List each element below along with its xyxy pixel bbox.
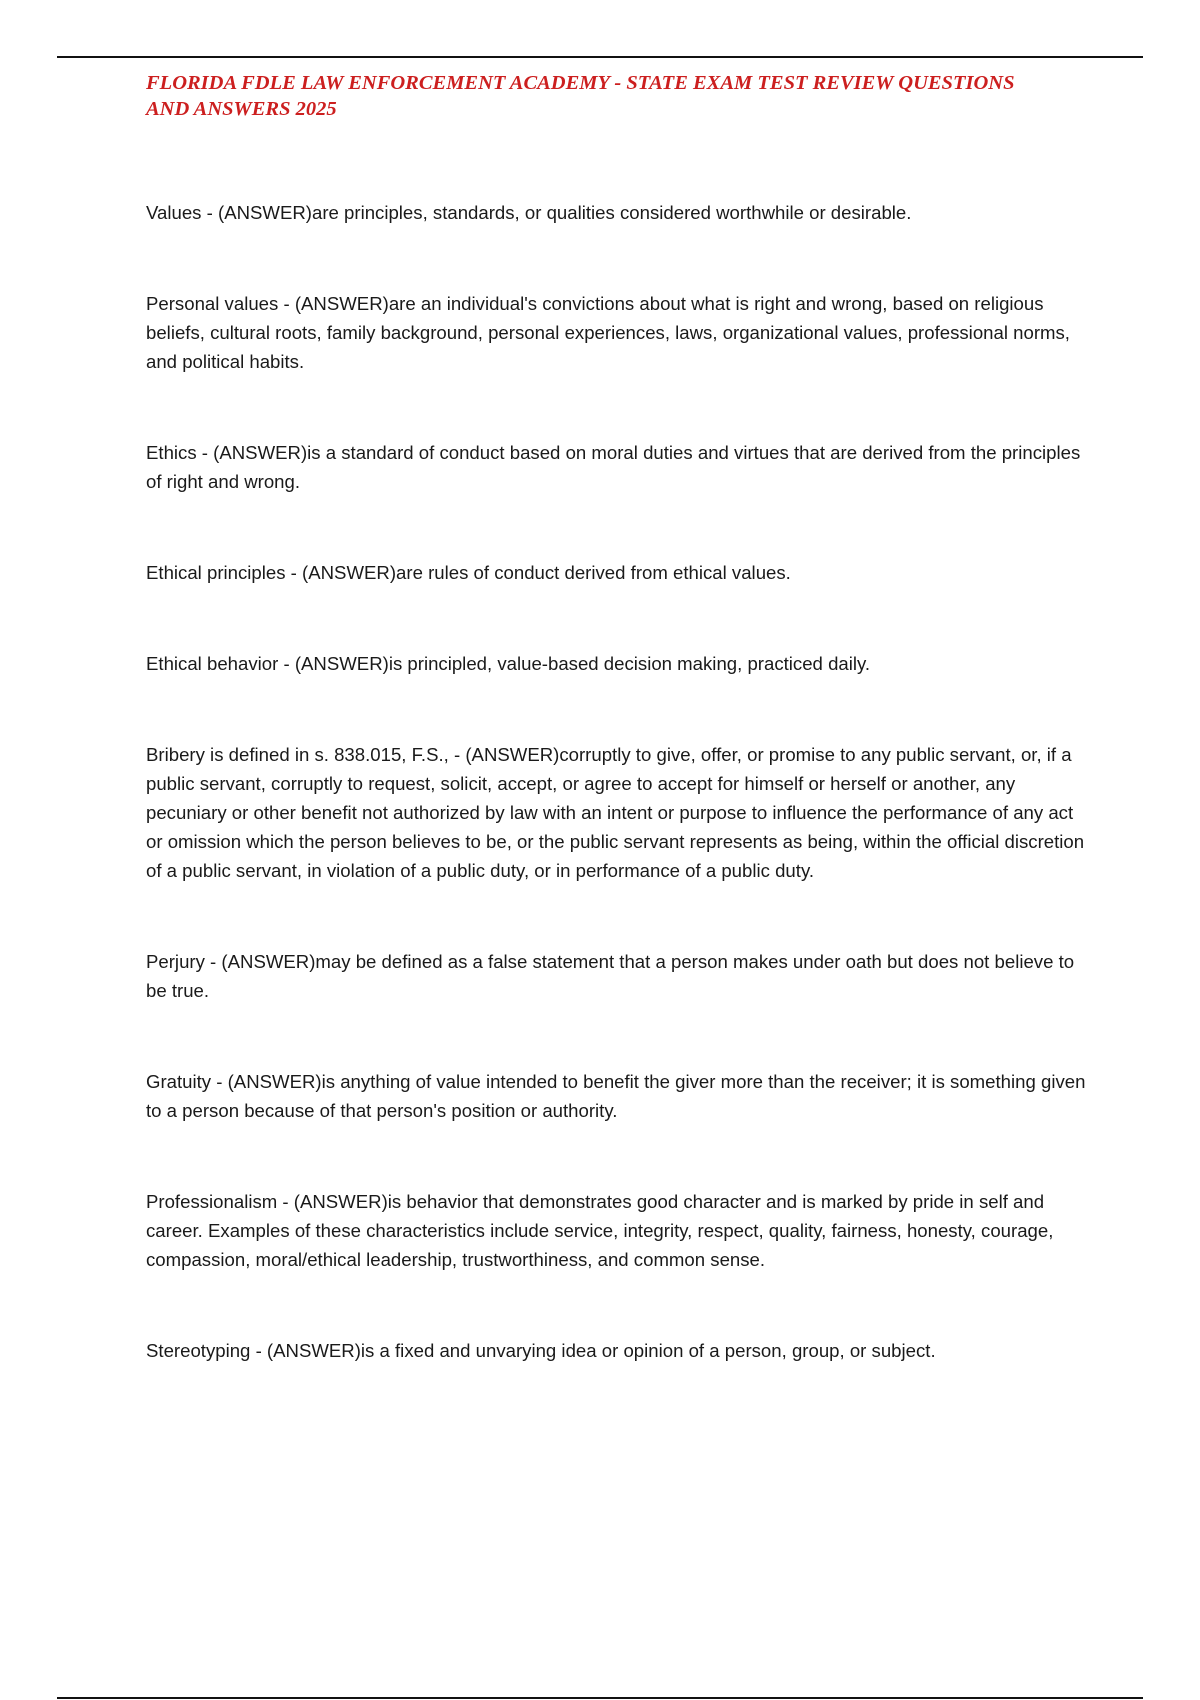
top-divider: [57, 56, 1143, 58]
qa-entry-ethics: Ethics - (ANSWER)is a standard of conduct based on moral duties and virtues that are derived from the principles of right and wrong.: [146, 442, 1081, 492]
qa-entry-bribery: Bribery is defined in s. 838.015, F.S., - (ANSWER)corruptly to give, offer, or promise to any public servant, or, if a public servant, corruptly to request, solicit, accept, or agree to accept for himself or herself or another, any pecuniary or other benefit not authorized by law with an intent or purpose to influence the performance of any act or omission which the person believes to be, or the public servant represents as being, within the official discretion of a public servant, in violation of a public duty, or in performance of a public duty.: [146, 744, 1085, 881]
qa-entry-perjury: Perjury - (ANSWER)may be defined as a false statement that a person makes under oath but does not believe to be true.: [146, 951, 1075, 1001]
qa-entry-professionalism: Professionalism - (ANSWER)is behavior that demonstrates good character and is marked by pride in self and career. Examples of these characteristics include service, integrity, respect, quality, fairness, honesty, courage, compassion, moral/ethical leadership, trustworthiness, and common sense.: [146, 1191, 1054, 1270]
document-title: FLORIDA FDLE LAW ENFORCEMENT ACADEMY - STATE EXAM TEST REVIEW QUESTIONS AND ANSWERS 2025: [146, 72, 1015, 120]
bottom-divider: [57, 1697, 1143, 1699]
qa-list: [146, 198, 1086, 1427]
qa-entry-personal-values: Personal values - (ANSWER)are an individual's convictions about what is right and wrong, based on religious beliefs, cultural roots, family background, personal experiences, laws, organizational values, professional norms, and political habits.: [146, 293, 1070, 372]
qa-entry-gratuity: Gratuity - (ANSWER)is anything of value intended to benefit the giver more than the receiver; it is something given to a person because of that person's position or authority.: [146, 1071, 1086, 1121]
qa-entry-ethical-principles: Ethical principles - (ANSWER)are rules of conduct derived from ethical values.: [146, 562, 791, 583]
qa-entry-stereotyping: Stereotyping - (ANSWER)is a fixed and unvarying idea or opinion of a person, group, or subject.: [146, 1340, 936, 1361]
qa-entry-values: Values - (ANSWER)are principles, standards, or qualities considered worthwhile or desirable.: [146, 202, 912, 223]
qa-entry-ethical-behavior: Ethical behavior - (ANSWER)is principled, value-based decision making, practiced daily.: [146, 653, 871, 674]
